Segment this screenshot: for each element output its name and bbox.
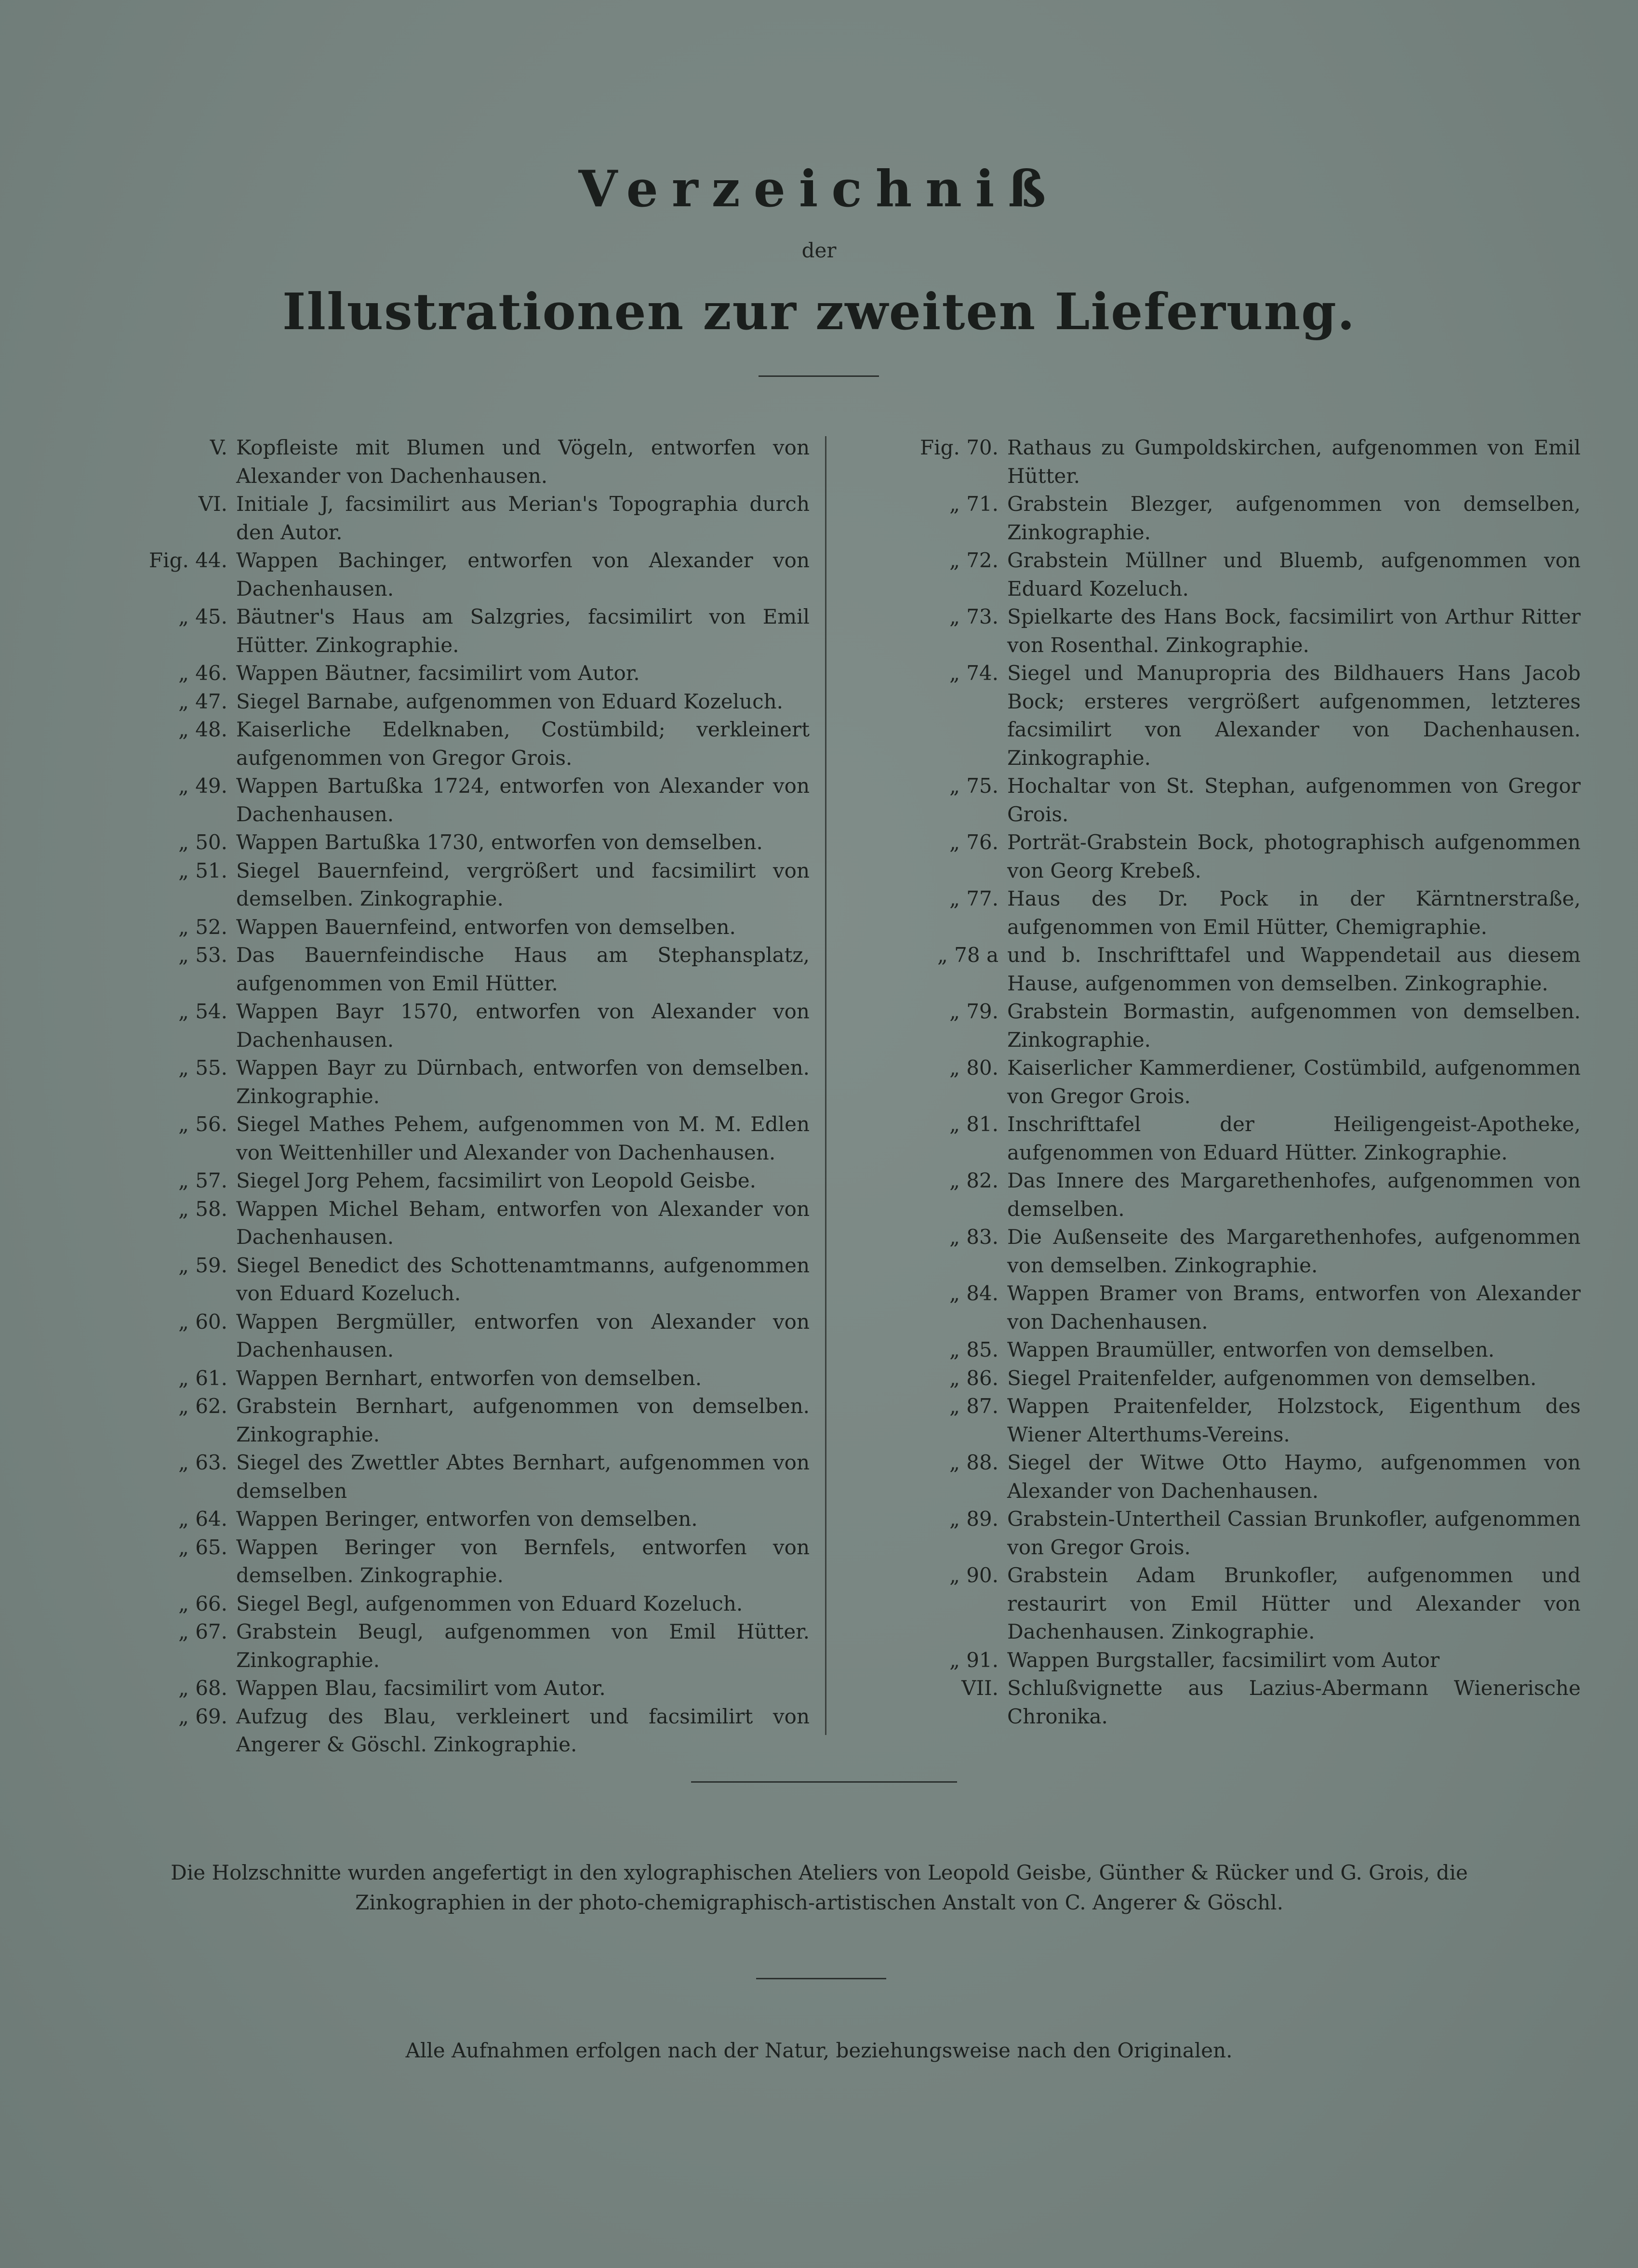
- list-item: [872, 1561, 1581, 1646]
- entry-text: Inschrifttafel der Heiligengeist-Apotheke, aufgenommen von Eduard Hütter. Zinkographie.: [1007, 1112, 1581, 1164]
- entry-label: „ 82.: [949, 1169, 999, 1192]
- column-divider: [825, 436, 826, 1735]
- list-item: [101, 828, 810, 857]
- entry-text: Wappen Bachinger, entworfen von Alexander von Dachenhausen.: [236, 548, 810, 600]
- entry-text: Wappen Burgstaller, facsimilirt vom Autor: [1007, 1648, 1440, 1672]
- header-rule: [759, 375, 879, 377]
- entry-label: „ 89.: [949, 1507, 999, 1531]
- entry-text: Kopfleiste mit Blumen und Vögeln, entworfen von Alexander von Dachenhausen.: [236, 436, 810, 488]
- list-item: [101, 913, 810, 942]
- list-item: [101, 941, 810, 998]
- entry-text: Die Außenseite des Margarethenhofes, aufgenommen von demselben. Zinkographie.: [1007, 1225, 1581, 1277]
- list-item: [872, 772, 1581, 828]
- list-item: [101, 659, 810, 688]
- list-item: [872, 659, 1581, 772]
- entry-text: Wappen Bartußka 1730, entworfen von demselben.: [236, 830, 763, 854]
- entry-text: Das Innere des Margarethenhofes, aufgenommen von demselben.: [1007, 1169, 1581, 1221]
- list-item: [872, 1167, 1581, 1223]
- entry-text: Grabstein Beugl, aufgenommen von Emil Hütter. Zinkographie.: [236, 1620, 810, 1672]
- entry-label: „ 45.: [178, 605, 227, 628]
- entry-text: Aufzug des Blau, verkleinert und facsimilirt von Angerer & Göschl. Zinkographie.: [236, 1704, 810, 1756]
- footer-rule: [756, 1978, 886, 1979]
- entry-label: „ 60.: [178, 1309, 227, 1334]
- entry-text: Wappen Bayr 1570, entworfen von Alexander von Dachenhausen.: [236, 1000, 810, 1052]
- list-item: [101, 688, 810, 716]
- entry-label: „ 51.: [178, 858, 227, 882]
- entry-label: VII.: [961, 1676, 999, 1700]
- list-item: [872, 1364, 1581, 1393]
- entry-text: Wappen Braumüller, entworfen von demselben.: [1007, 1338, 1495, 1361]
- entry-text: Haus des Dr. Pock in der Kärntnerstraße, aufgenommen von Emil Hütter, Chemigraphie.: [1007, 887, 1581, 939]
- entry-label: „ 84.: [949, 1281, 999, 1305]
- list-item: [872, 1449, 1581, 1505]
- footer-note: Alle Aufnahmen erfolgen nach der Natur, beziehungsweise nach den Originalen.: [405, 2039, 1233, 2062]
- list-item: [101, 1195, 810, 1252]
- entry-text: Das Bauernfeindische Haus am Stephansplatz, aufgenommen von Emil Hütter.: [236, 943, 810, 995]
- entry-text: Wappen Michel Beham, entworfen von Alexander von Dachenhausen.: [236, 1197, 810, 1249]
- list-item: [872, 1505, 1581, 1561]
- entry-label: „ 91.: [949, 1648, 999, 1672]
- entry-label: „ 81.: [949, 1112, 999, 1136]
- entry-label: „ 48.: [178, 718, 227, 741]
- entry-label: VI.: [198, 492, 227, 516]
- entry-label: „ 69.: [178, 1704, 227, 1728]
- entry-text: Grabstein-Untertheil Cassian Brunkofler, aufgenommen von Gregor Grois.: [1007, 1507, 1581, 1559]
- entry-label: „ 64.: [178, 1507, 227, 1531]
- entry-text: Wappen Bayr zu Dürnbach, entworfen von demselben. Zinkographie.: [236, 1056, 810, 1108]
- entry-text: Wappen Blau, facsimilirt vom Autor.: [236, 1676, 606, 1700]
- list-item: [872, 1674, 1581, 1731]
- entry-text: Rathaus zu Gumpoldskirchen, aufgenommen von Emil Hütter.: [1007, 436, 1581, 488]
- entry-label: V.: [210, 436, 227, 459]
- entry-label: „ 66.: [178, 1591, 227, 1615]
- list-item: [101, 772, 810, 828]
- list-item: [872, 1280, 1581, 1336]
- entry-text: Porträt-Grabstein Bock, photographisch aufgenommen von Georg Krebeß.: [1007, 830, 1581, 882]
- left-column: [101, 434, 810, 1759]
- entry-text: Kaiserliche Edelknaben, Costümbild; verkleinert aufgenommen von Gregor Grois.: [236, 718, 810, 770]
- entry-label: „ 86.: [949, 1366, 999, 1390]
- entry-text: Grabstein Adam Brunkofler, aufgenommen und restaurirt von Emil Hütter und Alexander von Dachenhausen. Zinkographie.: [1007, 1563, 1581, 1643]
- entry-label: „ 88.: [949, 1451, 999, 1474]
- list-item: [872, 434, 1581, 490]
- entry-label: „ 63.: [178, 1451, 227, 1474]
- entry-label: „ 75.: [949, 774, 999, 798]
- entry-text: Siegel und Manupropria des Bildhauers Hans Jacob Bock; ersteres vergrößert aufgenommen, letzteres facsimilirt von Alexander von Dachenhausen. Zinkographie.: [1007, 661, 1581, 770]
- entry-text: Siegel Jorg Pehem, facsimilirt von Leopold Geisbe.: [236, 1169, 756, 1192]
- entry-text: Grabstein Blezger, aufgenommen von demselben, Zinkographie.: [1007, 492, 1581, 544]
- entry-text: Siegel Mathes Pehem, aufgenommen von M. M. Edlen von Weittenhiller und Alexander von Dachenhausen.: [236, 1112, 810, 1164]
- list-item: [101, 1674, 810, 1703]
- entry-text: Wappen Bartußka 1724, entworfen von Alexander von Dachenhausen.: [236, 774, 810, 826]
- list-item: [872, 998, 1581, 1054]
- entry-label: „ 90.: [949, 1563, 999, 1587]
- page-subtitle: Illustrationen zur zweiten Lieferung.: [282, 282, 1356, 341]
- list-item: [101, 1252, 810, 1308]
- list-item: [101, 1167, 810, 1195]
- entry-label: „ 65.: [178, 1535, 227, 1559]
- list-item: [872, 1223, 1581, 1280]
- entry-label: „ 74.: [949, 661, 999, 685]
- list-item: [872, 941, 1581, 998]
- right-column: [872, 434, 1581, 1731]
- entry-text: Siegel der Witwe Otto Haymo, aufgenommen von Alexander von Dachenhausen.: [1007, 1451, 1581, 1503]
- list-item: [101, 1505, 810, 1534]
- entry-text: Siegel Begl, aufgenommen von Eduard Kozeluch.: [236, 1591, 743, 1615]
- list-item: [101, 1618, 810, 1674]
- entry-label: „ 80.: [949, 1056, 999, 1080]
- list-item: [101, 547, 810, 603]
- title-connector: der: [801, 239, 837, 262]
- entry-label: Fig. 44.: [149, 548, 227, 572]
- list-item: [101, 1534, 810, 1590]
- list-item: [101, 857, 810, 913]
- entry-label: „ 55.: [178, 1056, 227, 1080]
- list-item: [101, 1054, 810, 1110]
- entry-label: „ 53.: [178, 943, 227, 967]
- entry-label: Fig. 70.: [920, 436, 999, 459]
- entry-label: „ 83.: [949, 1225, 999, 1249]
- entry-text: Initiale J, facsimilirt aus Merian's Topographia durch den Autor.: [236, 492, 810, 544]
- list-item: [872, 1392, 1581, 1449]
- entry-label: „ 46.: [178, 661, 227, 685]
- entry-label: „ 61.: [178, 1366, 227, 1390]
- entry-label: „ 73.: [949, 605, 999, 628]
- list-item: [101, 434, 810, 490]
- entry-label: „ 47.: [178, 689, 227, 713]
- list-item: [101, 1449, 810, 1505]
- entry-label: „ 67.: [178, 1620, 227, 1643]
- list-item: [101, 716, 810, 772]
- list-item: [101, 1364, 810, 1393]
- entry-text: Siegel Benedict des Schottenamtmanns, aufgenommen von Eduard Kozeluch.: [236, 1253, 810, 1305]
- list-item: [101, 603, 810, 659]
- entry-text: Siegel Bauernfeind, vergrößert und facsimilirt von demselben. Zinkographie.: [236, 858, 810, 910]
- entry-text: Wappen Praitenfelder, Holzstock, Eigenthum des Wiener Alterthums-Vereins.: [1007, 1394, 1581, 1446]
- list-item: [872, 490, 1581, 547]
- list-item: [872, 547, 1581, 603]
- list-item: [101, 490, 810, 547]
- entry-label: „ 59.: [178, 1253, 227, 1277]
- section-rule: [691, 1781, 957, 1783]
- entry-text: Bäutner's Haus am Salzgries, facsimilirt von Emil Hütter. Zinkographie.: [236, 605, 810, 657]
- list-item: [101, 1308, 810, 1364]
- list-item: [872, 1646, 1581, 1675]
- entry-text: Wappen Bergmüller, entworfen von Alexander von Dachenhausen.: [236, 1309, 810, 1361]
- list-item: [101, 1392, 810, 1449]
- entry-label: „ 56.: [178, 1112, 227, 1136]
- entry-label: „ 72.: [949, 548, 999, 572]
- entry-label: „ 78 a: [937, 943, 999, 967]
- entry-text: Wappen Bäutner, facsimilirt vom Autor.: [236, 661, 640, 685]
- entry-label: „ 71.: [949, 492, 999, 516]
- entry-label: „ 68.: [178, 1676, 227, 1700]
- list-item: [872, 1336, 1581, 1364]
- list-item: [872, 828, 1581, 885]
- entry-label: „ 50.: [178, 830, 227, 854]
- entry-text: Wappen Bramer von Brams, entworfen von Alexander von Dachenhausen.: [1007, 1281, 1581, 1334]
- entry-text: Grabstein Müllner und Bluemb, aufgenommen von Eduard Kozeluch.: [1007, 548, 1581, 600]
- entry-text: Wappen Beringer, entworfen von demselben.: [236, 1507, 698, 1531]
- list-item: [872, 1110, 1581, 1167]
- entry-label: „ 57.: [178, 1169, 227, 1192]
- list-item: [101, 998, 810, 1054]
- entry-label: „ 79.: [949, 1000, 999, 1023]
- entry-label: „ 85.: [949, 1338, 999, 1361]
- entry-text: Wappen Bernhart, entworfen von demselben.: [236, 1366, 702, 1390]
- entry-text: Schlußvignette aus Lazius-Abermann Wienerische Chronika.: [1007, 1676, 1581, 1728]
- page-title: Verzeichniß: [578, 159, 1060, 218]
- list-item: [872, 885, 1581, 941]
- entry-text: Wappen Bauernfeind, entworfen von demselben.: [236, 915, 736, 939]
- entry-text: Siegel Barnabe, aufgenommen von Eduard Kozeluch.: [236, 689, 784, 713]
- credits-paragraph: Die Holzschnitte wurden angefertigt in den xylographischen Ateliers von Leopold Geisbe, Günther & Rücker und G. Grois, die Zinkographien in der photo-chemigraphisch-artistischen Anstalt von C. Angerer & Göschl.: [171, 1861, 1468, 1914]
- entry-text: Grabstein Bernhart, aufgenommen von demselben. Zinkographie.: [236, 1394, 810, 1446]
- entry-label: „ 54.: [178, 1000, 227, 1023]
- entry-label: „ 49.: [178, 774, 227, 798]
- entry-text: Grabstein Bormastin, aufgenommen von demselben. Zinkographie.: [1007, 1000, 1581, 1052]
- entry-text: Wappen Beringer von Bernfels, entworfen von demselben. Zinkographie.: [236, 1535, 810, 1587]
- entry-text: Siegel des Zwettler Abtes Bernhart, aufgenommen von demselben: [236, 1451, 810, 1503]
- entry-label: „ 77.: [949, 887, 999, 910]
- entry-label: „ 76.: [949, 830, 999, 854]
- list-item: [101, 1703, 810, 1759]
- entry-text: Kaiserlicher Kammerdiener, Costümbild, aufgenommen von Gregor Grois.: [1007, 1056, 1581, 1108]
- entry-label: „ 52.: [178, 915, 227, 939]
- list-item: [101, 1110, 810, 1167]
- list-item: [872, 1054, 1581, 1110]
- entry-text: und b. Inschrifttafel und Wappendetail aus diesem Hause, aufgenommen von demselben. Zinkographie.: [1007, 943, 1581, 995]
- list-item: [101, 1590, 810, 1618]
- entry-label: „ 58.: [178, 1197, 227, 1221]
- entry-label: „ 87.: [949, 1394, 999, 1418]
- entry-text: Spielkarte des Hans Bock, facsimilirt von Arthur Ritter von Rosenthal. Zinkographie.: [1007, 605, 1581, 657]
- entry-label: „ 62.: [178, 1394, 227, 1418]
- entry-text: Siegel Praitenfelder, aufgenommen von demselben.: [1007, 1366, 1537, 1390]
- entry-text: Hochaltar von St. Stephan, aufgenommen von Gregor Grois.: [1007, 774, 1581, 826]
- list-item: [872, 603, 1581, 659]
